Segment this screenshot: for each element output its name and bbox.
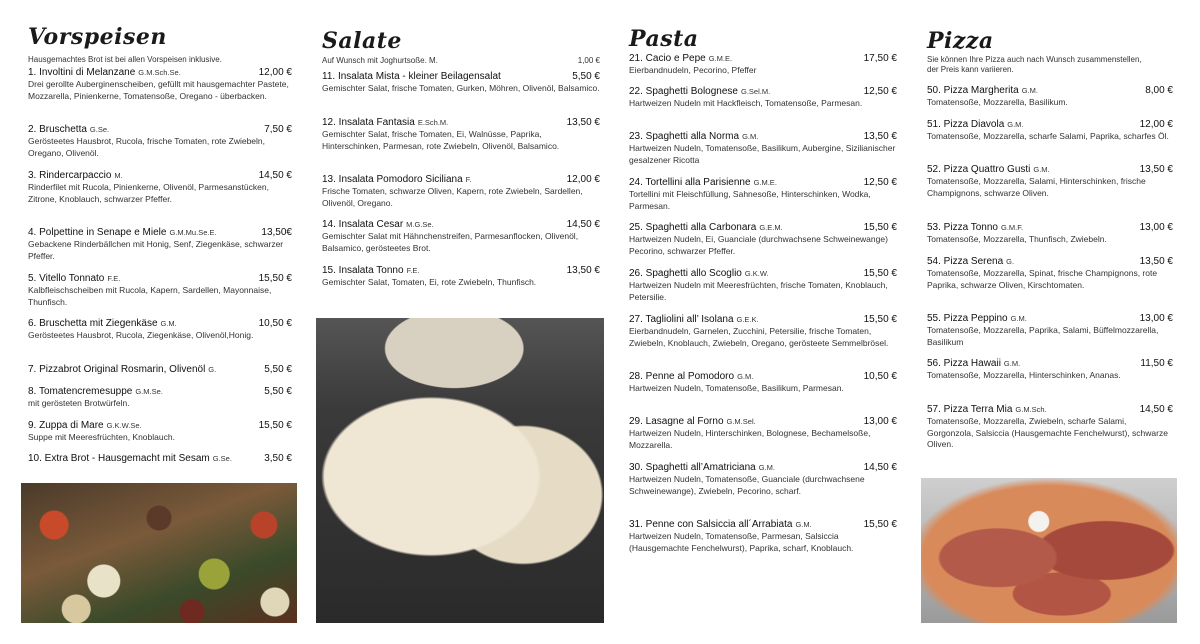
item-description: Tomatensoße, Mozzarella, Basilikum.: [927, 97, 1068, 107]
item-price: 15,50 €: [863, 222, 897, 233]
grilled-vegetables-photo: [21, 483, 297, 623]
item-allergen-code: G.M.E.: [708, 54, 733, 63]
menu-item: [28, 170, 292, 205]
item-title: 9. Zuppa di Mare: [28, 420, 104, 431]
item-allergen-code: G.M.: [758, 463, 775, 472]
item-title: 2. Bruschetta: [28, 124, 87, 135]
item-title: 23. Spaghetti alla Norma: [629, 131, 740, 142]
item-allergen-code: G.M.: [742, 132, 759, 141]
item-price: 13,50 €: [1139, 164, 1173, 175]
menu-item: [28, 227, 292, 262]
item-price: 15,50 €: [863, 268, 897, 279]
menu-item: [322, 174, 600, 209]
item-title: 27. Tagliolini all’ Isolana: [629, 314, 734, 325]
menu-item: [629, 268, 897, 303]
item-allergen-code: M.: [114, 171, 123, 180]
item-description: Hartweizen Nudeln, Tomatensoße, Parmesan, Salsiccia (Hausgemachte Fenchelwurst), Paprika, scharf, Knoblauch.: [629, 531, 854, 553]
item-description: Frische Tomaten, schwarze Oliven, Kapern, rote Zwiebeln, Sardellen, Olivenöl, Oregano.: [322, 186, 583, 208]
menu-item: [629, 53, 897, 77]
item-title: 15. Insalata Tonno: [322, 265, 404, 276]
item-description: Gerösteetes Hausbrot, Rucola, frische Tomaten, rote Zwiebeln, Oregano, Olivenöl.: [28, 136, 266, 158]
item-price: 14,50 €: [258, 170, 292, 181]
item-title: 26. Spaghetti allo Scoglio: [629, 268, 742, 279]
item-allergen-code: E.Sch.M.: [417, 118, 449, 127]
item-allergen-code: G.M.: [1007, 120, 1024, 129]
item-title: 24. Tortellini alla Parisienne: [629, 177, 751, 188]
menu-item: [927, 222, 1173, 246]
item-allergen-code: G.M.: [1003, 359, 1021, 368]
item-description: Gemischter Salat, Tomaten, Ei, rote Zwiebeln, Thunfisch.: [322, 277, 537, 287]
item-description: Tomatensoße, Mozzarella, Salami, Hinterschinken, frische Champignons, schwarze Oliven.: [927, 176, 1146, 198]
item-price: 13,00 €: [863, 416, 897, 427]
item-price: 5,50 €: [572, 71, 600, 82]
menu-item: [629, 131, 897, 166]
item-description: Tomatensoße, Mozzarella, Thunfisch, Zwiebeln.: [927, 234, 1107, 244]
menu-item: [927, 256, 1173, 291]
item-price: 13,00 €: [1139, 313, 1173, 324]
menu-item: [629, 314, 897, 349]
item-title: 53. Pizza Tonno: [927, 222, 998, 233]
item-allergen-code: F.E.: [107, 274, 121, 283]
menu-item: [322, 219, 600, 254]
heading-salate: Salate: [322, 28, 402, 54]
item-price: 8,00 €: [1145, 85, 1173, 96]
item-description: Gemischter Salat, frische Tomaten, Ei, Walnüsse, Paprika, Hinterschinken, Parmesan, rote Zwiebeln, Olivenöl, Balsamico.: [322, 129, 560, 151]
menu-item: [28, 386, 292, 410]
item-price: 5,50 €: [264, 364, 292, 375]
item-description: mit gerösteten Brotwürfeln.: [28, 398, 130, 408]
item-description: Drei gerollte Auberginenscheiben, gefüllt mit hausgemachter Pastete, Mozzarella, Pinienkerne, Tomatensoße, Oregano - überbacken.: [28, 79, 289, 101]
item-allergen-code: G.Se.: [89, 125, 110, 134]
item-description: Hartweizen Nudeln, Ei, Guanciale (durchwachsene Schweinewange) Pecorino, schwarzer Pfeffer.: [629, 234, 888, 256]
item-price: 12,00 €: [566, 174, 600, 185]
item-price: 7,50 €: [264, 124, 292, 135]
ravioli-photo: [316, 318, 604, 623]
item-description: Rinderfilet mit Rucola, Pinienkerne, Olivenöl, Parmesanstücken, Zitrone, Knoblauch, schwarzer Pfeffer.: [28, 182, 269, 204]
menu-item: [629, 86, 897, 110]
menu-item: [629, 519, 897, 554]
item-description: Eierbandnudeln, Pecorino, Pfeffer: [629, 65, 757, 75]
item-description: Tomatensoße, Mozzarella, Paprika, Salami, Büffelmozzarella, Basilikum: [927, 325, 1159, 347]
item-price: 12,00 €: [1139, 119, 1173, 130]
item-description: Kalbfleischscheiben mit Rucola, Kapern, Sardellen, Mayonnaise, Thunfisch.: [28, 285, 272, 307]
item-price: 12,50 €: [863, 177, 897, 188]
pizza-note: Sie können Ihre Pizza auch nach Wunsch zusammenstellen, der Preis kann variieren.: [927, 55, 1142, 74]
item-title: 14. Insalata Cesar: [322, 219, 404, 230]
item-title: 55. Pizza Peppino: [927, 313, 1008, 324]
menu-item: [927, 358, 1173, 382]
item-description: Tomatensoße, Mozzarella, Zwiebeln, scharfe Salami, Gorgonzola, Salsiccia (Hausgemachte Fenchelwurst), schwarze Oliven.: [927, 416, 1168, 449]
menu-item: [28, 420, 292, 444]
item-title: 7. Pizzabrot Original Rosmarin, Olivenöl: [28, 364, 206, 375]
item-allergen-code: G.M.F.: [1000, 223, 1024, 232]
item-allergen-code: G.M.: [1033, 165, 1050, 174]
item-description: Hartweizen Nudeln, Tomatensoße, Basilikum, Aubergine, Sizilianischer gesalzener Ricotta: [629, 143, 896, 165]
item-title: 31. Penne con Salsiccia all´Arrabiata: [629, 519, 793, 530]
item-allergen-code: G.M.Sel.: [726, 417, 756, 426]
menu-item: [927, 313, 1173, 348]
item-description: Tortellini mit Fleischfüllung, Sahnesoße, Hinterschinken, Wodka, Parmesan.: [629, 189, 871, 211]
item-title: 8. Tomatencremesuppe: [28, 386, 133, 397]
menu-item: [322, 265, 600, 289]
item-price: 14,50 €: [863, 462, 897, 473]
item-title: 52. Pizza Quattro Gusti: [927, 164, 1031, 175]
item-allergen-code: G.M.Sch.Se.: [138, 68, 181, 77]
item-allergen-code: G.K.W.Se.: [106, 421, 142, 430]
item-allergen-code: G.M.: [1010, 314, 1027, 323]
item-title: 4. Polpettine in Senape e Miele: [28, 227, 167, 238]
item-allergen-code: G.Se.: [212, 454, 232, 463]
menu-item: [28, 364, 292, 376]
menu-item: [629, 462, 897, 497]
item-price: 13,50 €: [863, 131, 897, 142]
vorspeisen-note: Hausgemachtes Brot ist bei allen Vorspeisen inklusive.: [28, 55, 222, 64]
menu-item: [629, 177, 897, 212]
menu-item: [322, 71, 600, 95]
item-allergen-code: G.M.: [737, 372, 754, 381]
menu-item: [28, 124, 292, 159]
menu-item: [28, 273, 292, 308]
item-title: 54. Pizza Serena: [927, 256, 1004, 267]
menu-item: [629, 371, 897, 395]
item-allergen-code: G.M.: [1021, 86, 1038, 95]
item-description: Gerösteetes Hausbrot, Rucola, Ziegenkäse, Olivenöl,Honig.: [28, 330, 254, 340]
menu-item: [927, 119, 1173, 143]
salate-note: Auf Wunsch mit Joghurtsoße. M.: [322, 56, 438, 65]
item-allergen-code: G.M.: [795, 520, 812, 529]
item-title: 28. Penne al Pomodoro: [629, 371, 735, 382]
item-allergen-code: G.: [208, 365, 217, 374]
item-description: Hartweizen Nudeln, Tomatensoße, Guanciale (durchwachsene Schweinewange), Zwiebeln, Pecorino, scharf.: [629, 474, 865, 496]
item-price: 11,50 €: [1140, 358, 1173, 369]
item-description: Gebackene Rinderbällchen mit Honig, Senf, Ziegenkäse, schwarzer Pfeffer.: [28, 239, 284, 261]
heading-vorspeisen: Vorspeisen: [28, 24, 167, 50]
item-price: 12,00 €: [258, 67, 292, 78]
item-allergen-code: G.M.E.: [753, 178, 777, 187]
item-price: 15,50 €: [863, 314, 897, 325]
menu-item: [28, 318, 292, 342]
item-allergen-code: G.: [1006, 257, 1015, 266]
item-description: Hartweizen Nudeln mit Hackfleisch, Tomatensoße, Parmesan.: [629, 98, 863, 108]
pizza-photo: [921, 478, 1177, 623]
item-price: 14,50 €: [1139, 404, 1173, 415]
item-title: 29. Lasagne al Forno: [629, 416, 724, 427]
menu-item: [629, 222, 897, 257]
item-price: 10,50 €: [863, 371, 897, 382]
item-price: 13,00 €: [1139, 222, 1173, 233]
heading-pasta: Pasta: [629, 26, 699, 52]
item-title: 12. Insalata Fantasia: [322, 117, 415, 128]
item-price: 3,50 €: [264, 453, 292, 464]
item-title: 3. Rindercarpaccio: [28, 170, 112, 181]
item-title: 22. Spaghetti Bolognese: [629, 86, 738, 97]
item-title: 13. Insalata Pomodoro Siciliana: [322, 174, 463, 185]
item-allergen-code: G.M.: [160, 319, 177, 328]
item-price: 15,50 €: [258, 420, 292, 431]
item-allergen-code: G.M.Se.: [135, 387, 163, 396]
item-description: Gemischter Salat mit Hähnchenstreifen, Parmesanflocken, Olivenöl, Balsamico, gerösteetes Brot.: [322, 231, 579, 253]
menu-item: [927, 164, 1173, 199]
menu-item: [28, 67, 292, 102]
item-title: 1. Involtini di Melanzane: [28, 67, 136, 78]
item-description: Gemischter Salat, frische Tomaten, Gurken, Möhren, Olivenöl, Balsamico.: [322, 83, 600, 93]
item-title: 51. Pizza Diavola: [927, 119, 1005, 130]
menu-item: [322, 117, 600, 152]
item-price: 10,50 €: [258, 318, 292, 329]
item-allergen-code: F.: [465, 175, 472, 184]
item-price: 5,50 €: [264, 386, 292, 397]
menu-item: [927, 404, 1173, 451]
salate-note-price: 1,00 €: [577, 56, 600, 65]
item-allergen-code: G.Sel.M.: [740, 87, 771, 96]
item-allergen-code: G.M.Sch.: [1015, 405, 1047, 414]
menu-item: [28, 453, 292, 465]
item-allergen-code: G.K.W.: [744, 269, 769, 278]
item-description: Tomatensoße, Mozzarella, Spinat, frische Champignons, rote Paprika, schwarze Oliven, Kirschtomaten.: [927, 268, 1158, 290]
item-title: 5. Vitello Tonnato: [28, 273, 105, 284]
item-title: 11. Insalata Mista - kleiner Beilagensalat: [322, 71, 501, 82]
item-description: Hartweizen Nudeln mit Meeresfrüchten, frische Tomaten, Knoblauch, Petersilie.: [629, 280, 888, 302]
item-title: 57. Pizza Terra Mia: [927, 404, 1013, 415]
item-description: Hartweizen Nudeln, Tomatensoße, Basilikum, Parmesan.: [629, 383, 844, 393]
item-price: 13,50 €: [566, 117, 600, 128]
item-title: 30. Spaghetti all’Amatriciana: [629, 462, 756, 473]
item-description: Suppe mit Meeresfrüchten, Knoblauch.: [28, 432, 175, 442]
item-title: 56. Pizza Hawaii: [927, 358, 1001, 369]
item-allergen-code: G.E.K.: [736, 315, 759, 324]
item-price: 13,50€: [261, 227, 292, 238]
heading-pizza: Pizza: [927, 28, 994, 54]
item-allergen-code: G.M.Mu.Se.E.: [169, 228, 217, 237]
item-description: Tomatensoße, Mozzarella, scharfe Salami, Paprika, scharfes Öl.: [927, 131, 1169, 141]
item-title: 25. Spaghetti alla Carbonara: [629, 222, 757, 233]
item-price: 13,50 €: [1139, 256, 1173, 267]
item-allergen-code: G.E.M.: [759, 223, 783, 232]
item-description: Eierbandnudeln, Garnelen, Zucchini, Petersilie, frische Tomaten, Zwiebeln, Knoblauch, Zwiebeln, Oregano, gerösteete Semmelbrösel.: [629, 326, 889, 348]
menu-item: [629, 416, 897, 451]
menu-item: [927, 85, 1173, 109]
item-description: Hartweizen Nudeln, Hinterschinken, Bolognese, Bechamelsoße, Mozzarella.: [629, 428, 871, 450]
item-price: 12,50 €: [863, 86, 897, 97]
item-allergen-code: M.G.Se.: [406, 220, 434, 229]
item-title: 10. Extra Brot - Hausgemacht mit Sesam: [28, 453, 210, 464]
item-title: 21. Cacio e Pepe: [629, 53, 706, 64]
item-title: 50. Pizza Margherita: [927, 85, 1019, 96]
item-price: 15,50 €: [863, 519, 897, 530]
item-price: 17,50 €: [863, 53, 897, 64]
item-title: 6. Bruschetta mit Ziegenkäse: [28, 318, 158, 329]
item-price: 15,50 €: [258, 273, 292, 284]
item-price: 14,50 €: [566, 219, 600, 230]
item-allergen-code: F.E.: [406, 266, 420, 275]
item-price: 13,50 €: [566, 265, 600, 276]
item-description: Tomatensoße, Mozzarella, Hinterschinken, Ananas.: [927, 370, 1121, 380]
